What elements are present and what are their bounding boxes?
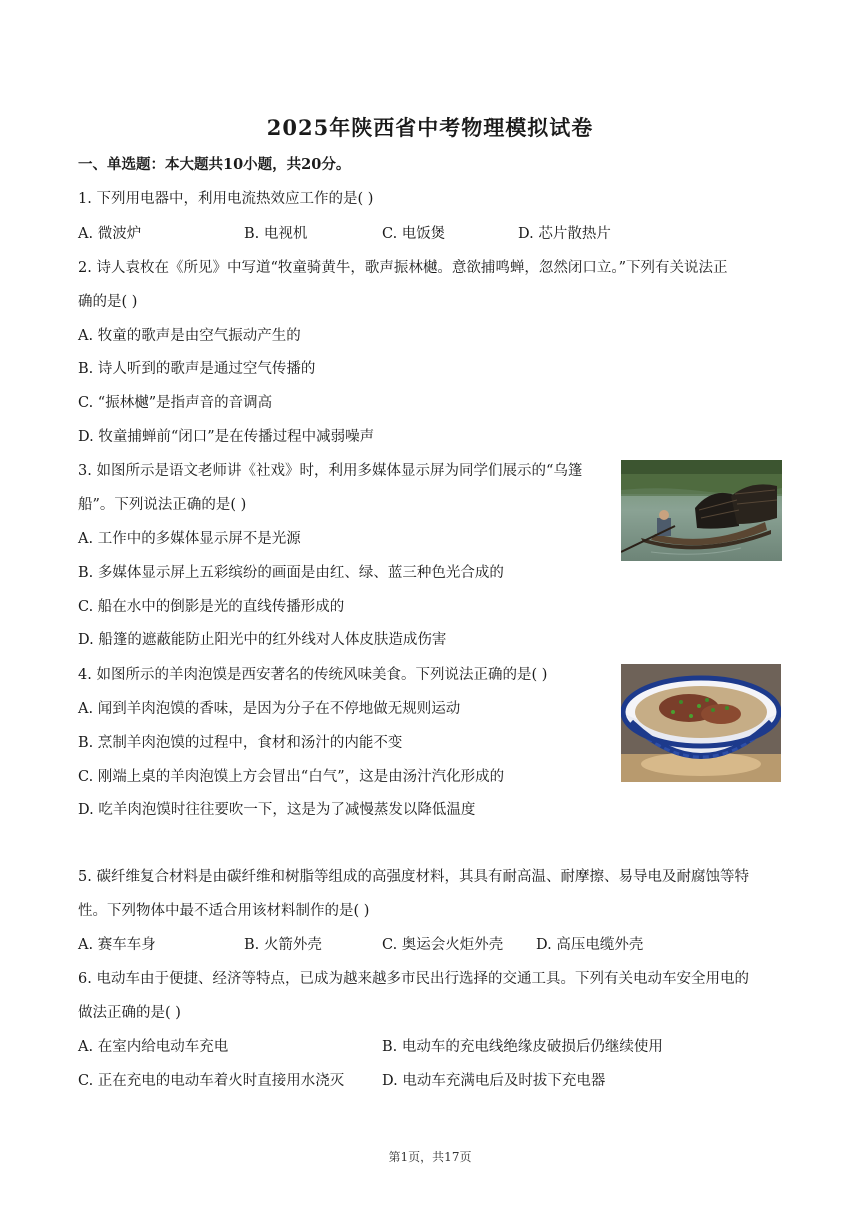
question-5-stem-line1: 5. 碳纤维复合材料是由碳纤维和树脂等组成的高强度材料，其具有耐高温、耐摩擦、易导电及耐腐蚀等特 [78,869,749,885]
section-heading: 一、单选题：本大题共10小题，共20分。 [78,156,351,173]
boat-photo [621,460,782,561]
question-4-option-c: C. 刚端上桌的羊肉泡馍上方会冒出“白气”，这是由汤汁汽化形成的 [78,769,505,785]
question-6-option-a: A. 在室内给电动车充电 [78,1039,229,1055]
question-6-option-d: D. 电动车充满电后及时拔下充电器 [382,1073,606,1089]
question-1-option-d: D. 芯片散热片 [518,226,611,242]
question-2-stem-line2: 确的是( ) [78,294,138,310]
question-4-option-b: B. 烹制羊肉泡馍的过程中，食材和汤汁的内能不变 [78,735,403,751]
question-3-option-a: A. 工作中的多媒体显示屏不是光源 [78,531,301,547]
question-5-stem-line2: 性。下列物体中最不适合用该材料制作的是( ) [78,903,370,919]
mutton-soup-photo [621,664,781,782]
question-6-stem-line2: 做法正确的是( ) [78,1005,181,1021]
question-6-option-b: B. 电动车的充电线绝缘皮破损后仍继续使用 [382,1039,663,1055]
page-title: 2025年陕西省中考物理模拟试卷 [266,115,594,140]
question-4-stem: 4. 如图所示的羊肉泡馍是西安著名的传统风味美食。下列说法正确的是( ) [78,667,548,683]
question-3-option-b: B. 多媒体显示屏上五彩缤纷的画面是由红、绿、蓝三种色光合成的 [78,565,504,581]
question-3-option-c: C. 船在水中的倒影是光的直线传播形成的 [78,599,345,615]
question-2-option-c: C. “振林樾”是指声音的音调高 [78,395,273,411]
question-2-option-a: A. 牧童的歌声是由空气振动产生的 [78,328,301,344]
question-1-option-a: A. 微波炉 [78,226,142,242]
question-2-option-d: D. 牧童捕蝉前“闭口”是在传播过程中减弱噪声 [78,429,375,445]
question-1-stem: 1. 下列用电器中，利用电流热效应工作的是( ) [78,191,374,207]
question-2-stem-line1: 2. 诗人袁枚在《所见》中写道“牧童骑黄牛，歌声振林樾。意欲捕鸣蝉，忽然闭口立。”下列有关说法正 [78,260,728,276]
question-4-option-d: D. 吃羊肉泡馍时往往要吹一下，这是为了减慢蒸发以降低温度 [78,802,476,818]
question-5-option-c: C. 奥运会火炬外壳 [382,937,504,953]
page-footer: 第1页，共17页 [388,1150,472,1164]
question-6-option-c: C. 正在充电的电动车着火时直接用水浇灭 [78,1073,345,1089]
question-2-option-b: B. 诗人听到的歌声是通过空气传播的 [78,361,316,377]
question-4-option-a: A. 闻到羊肉泡馍的香味，是因为分子在不停地做无规则运动 [78,701,461,717]
question-3-stem-line2: 船”。下列说法正确的是( ) [78,497,247,513]
question-5-option-b: B. 火箭外壳 [244,937,322,953]
question-3-option-d: D. 船篷的遮蔽能防止阳光中的红外线对人体皮肤造成伤害 [78,632,447,648]
question-5-option-a: A. 赛车车身 [78,937,156,953]
question-1-option-c: C. 电饭煲 [382,226,446,242]
question-5-option-d: D. 高压电缆外壳 [536,937,644,953]
question-1-option-b: B. 电视机 [244,226,308,242]
question-6-stem-line1: 6. 电动车由于便捷、经济等特点，已成为越来越多市民出行选择的交通工具。下列有关电动车安全用电的 [78,971,749,987]
question-3-stem-line1: 3. 如图所示是语文老师讲《社戏》时，利用多媒体显示屏为同学们展示的“乌篷 [78,463,583,479]
